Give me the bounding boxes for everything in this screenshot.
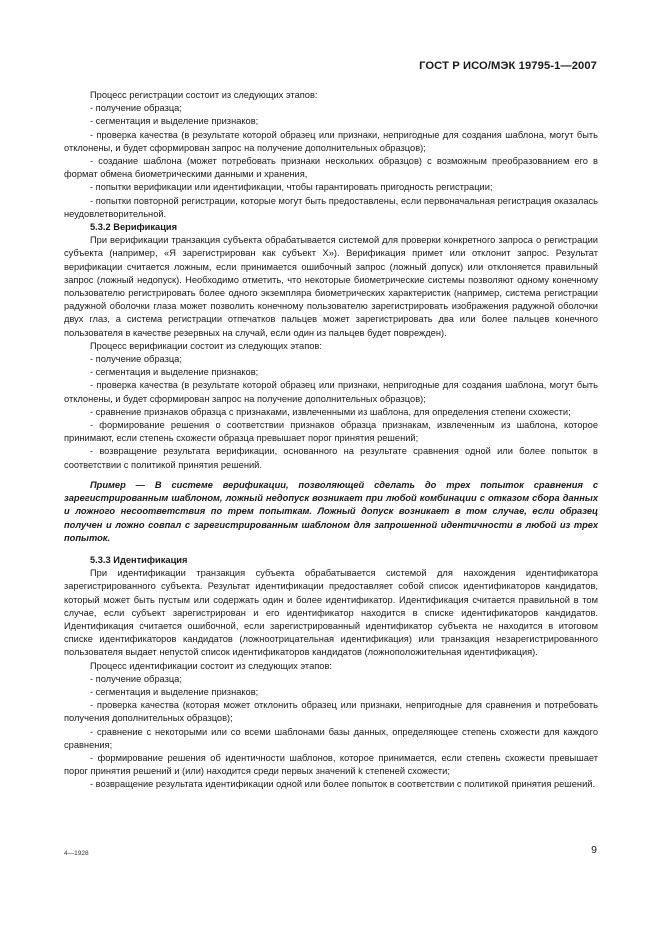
list-item: - сегментация и выделение признаков; — [90, 116, 259, 127]
list-item: - формирование решения о соответствии признаков образца признакам, извлеченным из шаблона, которое принимают, если степень схожести образца превышает порог принятия решений; — [64, 420, 598, 444]
list-item: - попытки верификации или идентификации, чтобы гарантировать пригодность регистрации; — [90, 182, 493, 193]
example-note — [64, 479, 598, 545]
section-heading-verification: 5.3.2 Верификация — [90, 222, 178, 233]
list-item: - сравнение признаков образца с признаками, извлеченными из шаблона, для определения степени схожести; — [90, 406, 571, 417]
example-text: В системе верификации, позволяющей сделать до трех попыток сравнения с зарегистрированным шаблоном, ложный недопуск возникает при любой комбинации с отказом сбора данных и ложного несоответствия по трем попыткам. Ложный допуск возникает в том случае, если образец получен и ложно совпал с зарегистрированным шаблоном для запрошенной идентичности в любой из трех попыток. — [64, 479, 598, 543]
paragraph: Процесс регистрации состоит из следующих этапов: — [90, 90, 318, 100]
print-code: 4—1928 — [64, 850, 89, 857]
paragraph: При верификации транзакция субъекта обрабатывается системой для проверки конкретного запроса о регистрации субъекта (например, «Я зарегистрирован как субъект X»). Верификация примет или отклонит запрос. Результат верификации считается ложным, если принимается ошибочный запрос (ложный допуск) или отклоняется правильный запрос (ложный недопуск). Необходимо отметить, что некоторые биометрические системы позволяют одному конечному пользователю регистрировать более одного экземпляра биометрических характеристик (например, система регистрации радужной оболочки глаза может позволить конечному пользователю зарегистрировать изображения радужной оболочки двух глаз, а система регистрации отпечатков пальцев может зарегистрировать два или более пальцев конечного пользователя в качестве резервных на случай, если один из пальцев будет поврежден). — [64, 235, 598, 338]
list-item: - сегментация и выделение признаков; — [90, 686, 259, 697]
list-item: - проверка качества (которая может отклонить образец или признаки, непригодные для сравнения и потребовать получения дополнительных образцов); — [64, 700, 598, 724]
paragraph: При идентификации транзакция субъекта обрабатывается системой для нахождения идентификатора зарегистрированного субъекта. Результат идентификации предоставляет собой список идентификаторов кандидатов, который может быть пустым или содержать один и более идентификатор. Идентификация считается правильной в том случае, если субъект зарегистрирован и его идентификатор находится в списке идентификаторов кандидатов. Идентификация считается ошибочной, если зарегистрированный идентификатор субъекта не находится в итоговом списке идентификаторов кандидатов (ложноотрицательная идентификация) или транзакция незарегистрированного пользователя выдает непустой список идентификаторов кандидатов (ложноположительная идентификация). — [64, 568, 598, 658]
list-item: - проверка качества (в результате которой образец или признаки, непригодные для создания шаблона, могут быть отклонены, и будет сформирован запрос на получение дополнительных образцов); — [64, 380, 598, 404]
list-item: - проверка качества (в результате которой образец или признаки, непригодные для создания шаблона, могут быть отклонены, и будет сформирован запрос на получение дополнительных образцов); — [64, 129, 598, 153]
list-item: - попытки повторной регистрации, которые могут быть предоставлены, если первоначальная регистрация оказалась неудовлетворительной. — [64, 195, 598, 219]
list-item: - сравнение с некоторыми или со всеми шаблонами базы данных, определяющее степень схожести для каждого сравнения; — [64, 726, 598, 750]
list-item: - возвращение результата верификации, основанного на результате сравнения одной или более попыток в соответствии с политикой принятия решений. — [64, 446, 598, 470]
document-body — [64, 89, 598, 792]
list-item: - формирование решения об идентичности шаблонов, которое принимается, если степень схожести превышает порог принятия решений и (или) находится среди первых значений k степеней схожести; — [64, 752, 598, 777]
list-item: - возвращение результата идентификации одной или более попыток в соответствии с политикой принятия решений. — [90, 779, 596, 790]
paragraph: Процесс идентификации состоит из следующих этапов: — [90, 660, 332, 671]
list-item: - получение образца; — [90, 673, 182, 684]
list-item: - получение образца; — [90, 354, 182, 365]
paragraph: Процесс верификации состоит из следующих этапов: — [90, 340, 322, 351]
list-item: - создание шаблона (может потребовать признаки нескольких образцов) с возможным преобразованием его в формат обмена биометрическими данными и хранения, — [64, 156, 598, 180]
example-label: Пример — — [90, 479, 145, 490]
page-number: 9 — [591, 844, 597, 856]
list-item: - получение образца; — [90, 103, 182, 114]
list-item: - сегментация и выделение признаков; — [90, 367, 259, 378]
standard-header: ГОСТ Р ИСО/МЭК 19795-1—2007 — [419, 60, 597, 72]
section-heading-identification: 5.3.3 Идентификация — [90, 554, 188, 565]
